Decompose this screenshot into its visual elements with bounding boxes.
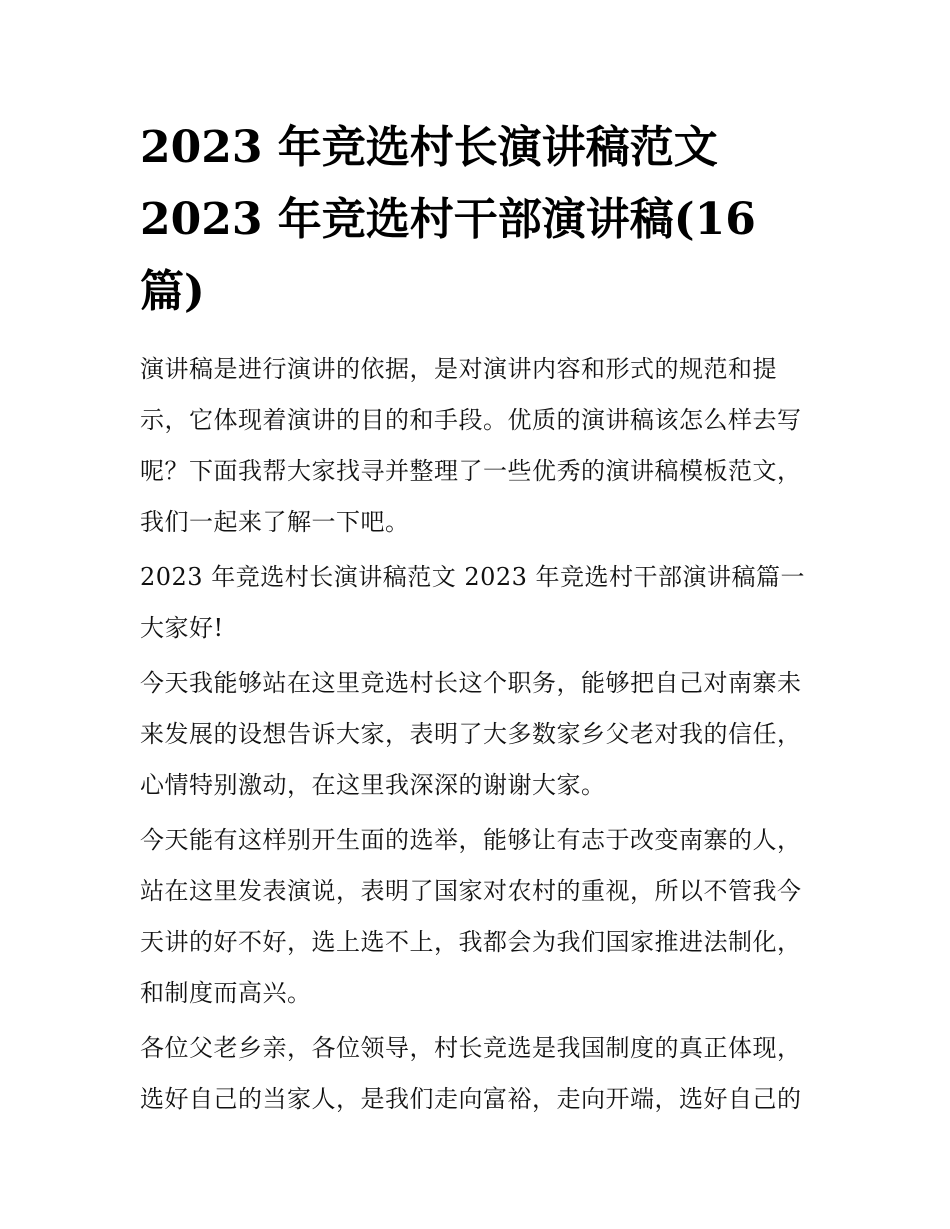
body-paragraph: 各位父老乡亲，各位领导，村长竞选是我国制度的真正体现，选好自己的当家人，是我们走向富裕，走向开端，选好自己的 bbox=[140, 1034, 802, 1113]
section-heading-paragraph: 2023 年竞选村长演讲稿范文 2023 年竞选村干部演讲稿篇一 大家好! bbox=[140, 563, 806, 642]
document-title: 2023 年竞选村长演讲稿范文 2023 年竞选村干部演讲稿(16 篇) bbox=[140, 122, 756, 317]
document-body bbox=[140, 112, 810, 1129]
body-paragraph: 今天我能够站在这里竞选村长这个职务，能够把自己对南寨未来发展的设想告诉大家，表明了大多数家乡父老对我的信任，心情特别激动，在这里我深深的谢谢大家。 bbox=[140, 669, 802, 799]
body-paragraph: 今天能有这样别开生面的选举，能够让有志于改变南寨的人，站在这里发表演说，表明了国家对农村的重视，所以不管我今天讲的好不好，选上选不上，我都会为我们国家推进法制化，和制度而高兴。 bbox=[140, 826, 802, 1007]
intro-paragraph: 演讲稿是进行演讲的依据，是对演讲内容和形式的规范和提示，它体现着演讲的目的和手段。优质的演讲稿该怎么样去写呢？下面我帮大家找寻并整理了一些优秀的演讲稿模板范文，我们一起来了解一下吧。 bbox=[140, 355, 802, 536]
